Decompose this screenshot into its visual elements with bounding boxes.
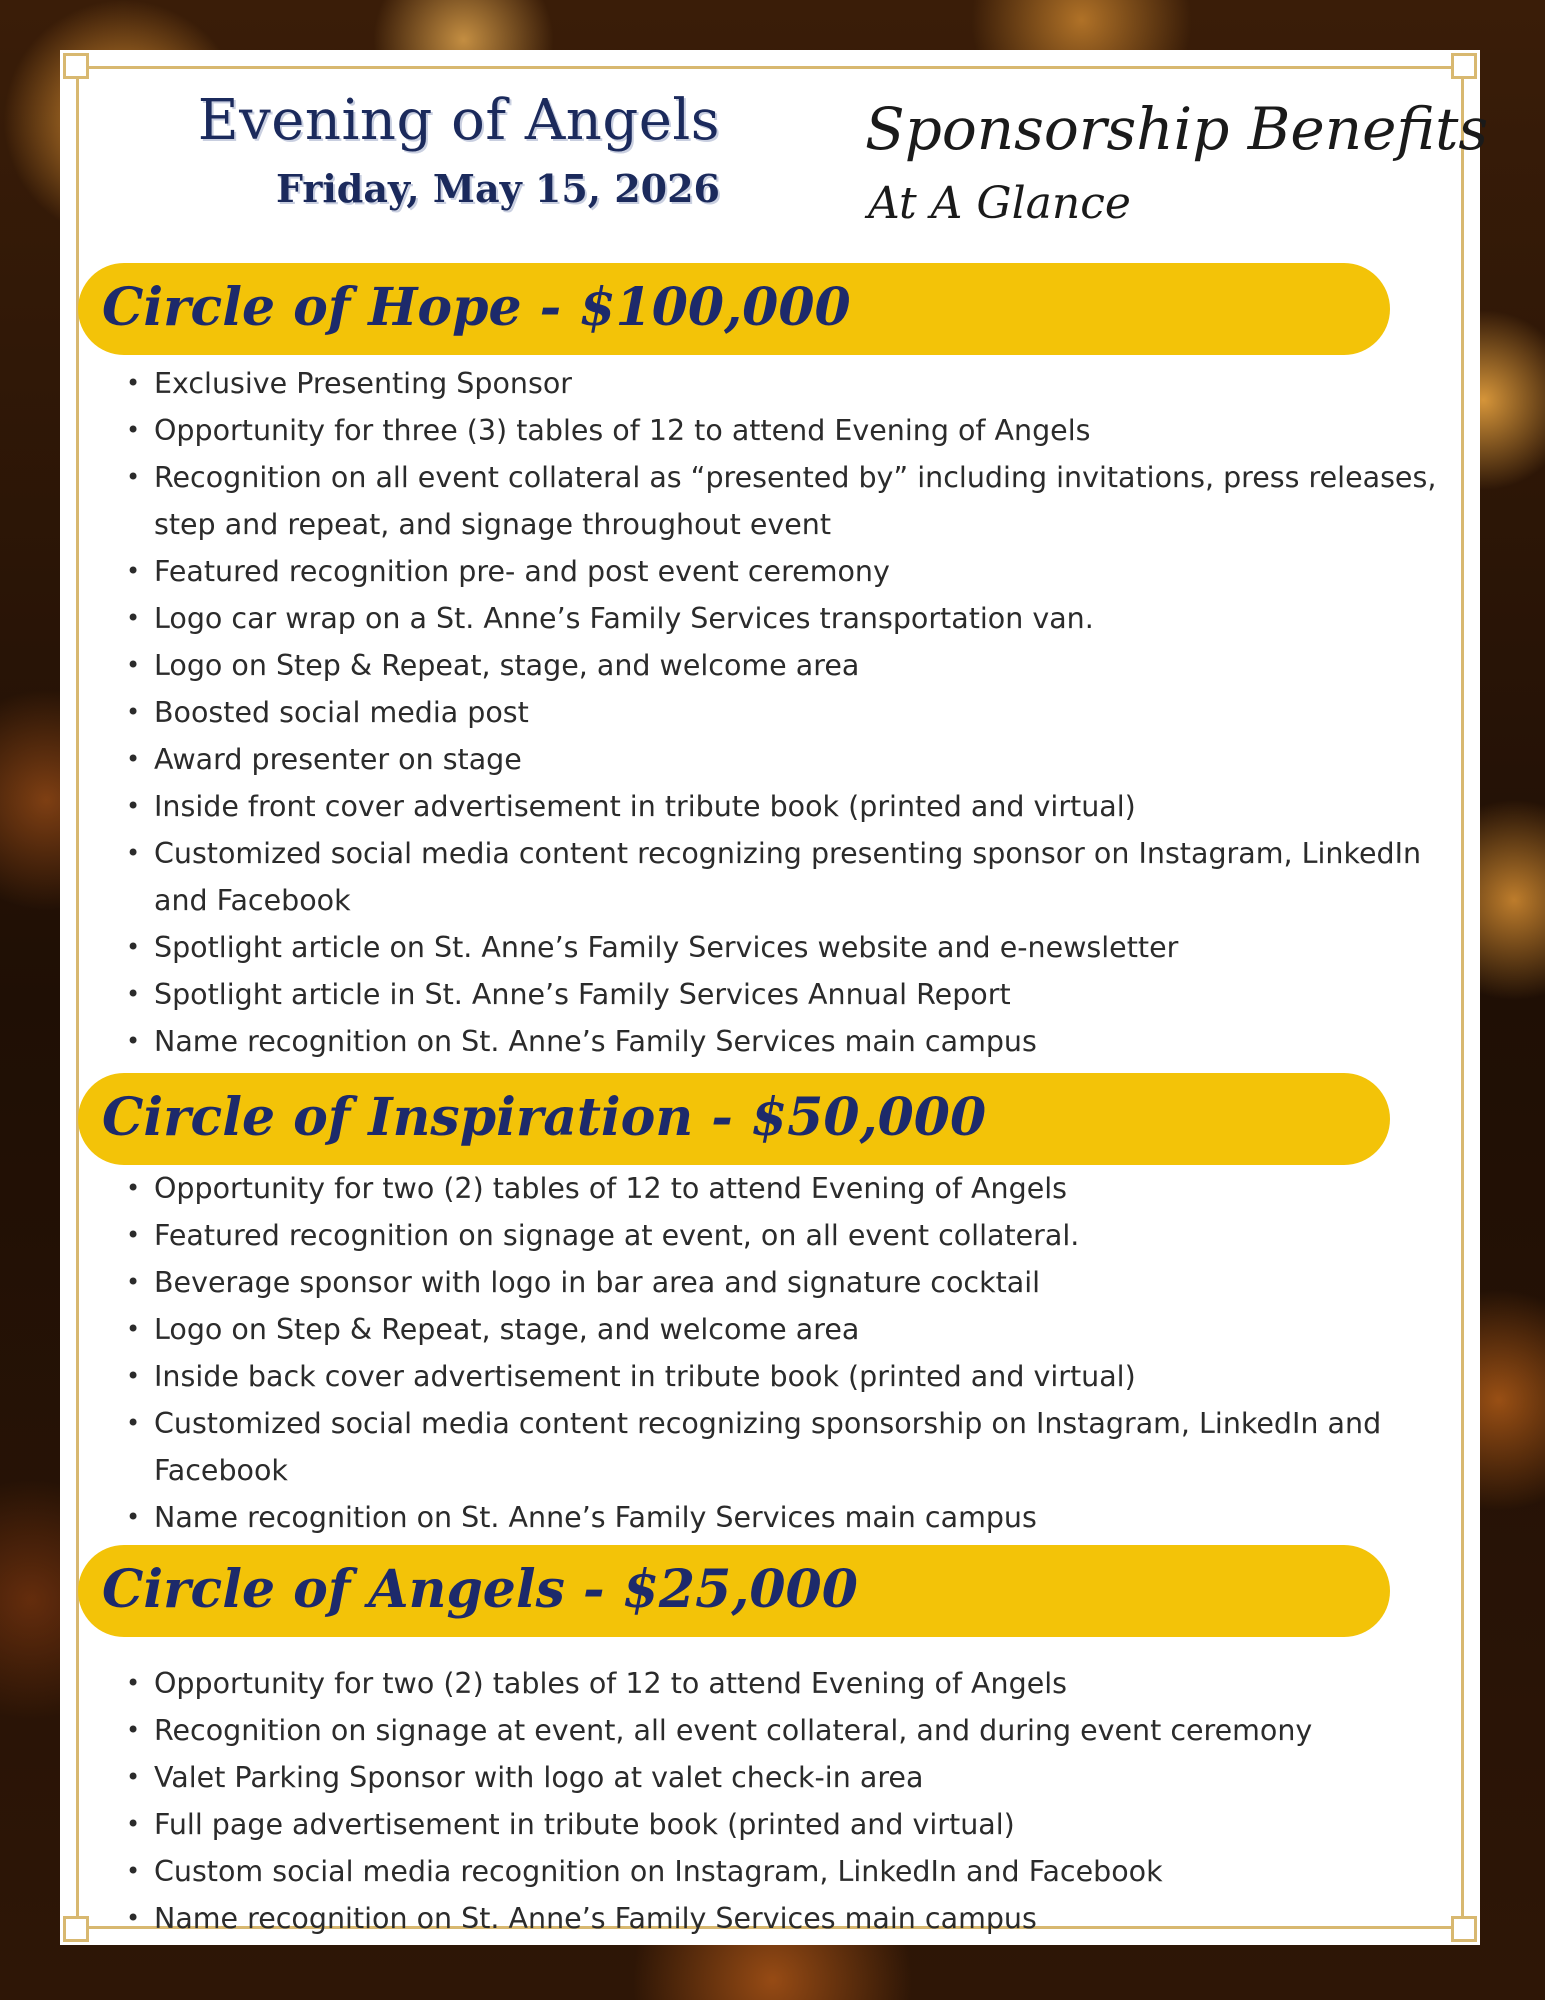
benefit-item: • Name recognition on St. Anne’s Family Services main campus	[126, 1895, 1456, 1942]
tier-benefits-list	[126, 360, 1456, 1065]
benefit-item: • Exclusive Presenting Sponsor	[126, 360, 1456, 407]
tier-heading-band	[78, 1073, 1390, 1165]
benefit-item: • Opportunity for three (3) tables of 12 to attend Evening of Angels	[126, 407, 1456, 454]
benefit-item: • Customized social media content recognizing sponsorship on Instagram, LinkedIn and Facebook	[126, 1400, 1456, 1494]
event-title: Evening of Angels	[197, 88, 720, 153]
benefit-item: • Name recognition on St. Anne’s Family Services main campus	[126, 1494, 1456, 1541]
benefit-item: • Recognition on all event collateral as “presented by” including invitations, press releases, step and repeat, and signage throughout event	[126, 454, 1456, 548]
event-date: Friday, May 15, 2026	[276, 166, 720, 211]
benefits-subtitle: At A Glance	[868, 178, 1131, 229]
tier-benefits-list	[126, 1165, 1456, 1541]
benefit-item: • Beverage sponsor with logo in bar area and signature cocktail	[126, 1259, 1456, 1306]
benefit-item: • Featured recognition pre- and post event ceremony	[126, 548, 1456, 595]
tier-heading-band	[78, 1545, 1390, 1637]
tier-heading: Circle of Angels - $25,000	[102, 1559, 858, 1620]
benefit-item: • Featured recognition on signage at event, on all event collateral.	[126, 1212, 1456, 1259]
frame-corner-ornament	[1451, 53, 1477, 79]
tier-benefits-list	[126, 1660, 1456, 1942]
benefit-item: • Opportunity for two (2) tables of 12 to attend Evening of Angels	[126, 1165, 1456, 1212]
benefit-item: • Boosted social media post	[126, 689, 1456, 736]
benefit-item: • Recognition on signage at event, all event collateral, and during event ceremony	[126, 1707, 1456, 1754]
benefit-item: • Valet Parking Sponsor with logo at valet check-in area	[126, 1754, 1456, 1801]
tier-heading: Circle of Inspiration - $50,000	[102, 1087, 987, 1148]
benefit-item: • Spotlight article on St. Anne’s Family Services website and e-newsletter	[126, 924, 1456, 971]
benefit-item: • Opportunity for two (2) tables of 12 to attend Evening of Angels	[126, 1660, 1456, 1707]
frame-corner-ornament	[63, 1916, 89, 1942]
benefit-item: • Customized social media content recognizing presenting sponsor on Instagram, LinkedIn and Facebook	[126, 830, 1456, 924]
benefit-item: • Logo on Step & Repeat, stage, and welcome area	[126, 642, 1456, 689]
benefit-item: • Logo car wrap on a St. Anne’s Family Services transportation van.	[126, 595, 1456, 642]
benefit-item: • Inside back cover advertisement in tribute book (printed and virtual)	[126, 1353, 1456, 1400]
frame-corner-ornament	[63, 53, 89, 79]
benefit-item: • Spotlight article in St. Anne’s Family Services Annual Report	[126, 971, 1456, 1018]
benefit-item: • Full page advertisement in tribute book (printed and virtual)	[126, 1801, 1456, 1848]
tier-heading: Circle of Hope - $100,000	[102, 277, 851, 338]
benefit-item: • Name recognition on St. Anne’s Family Services main campus	[126, 1018, 1456, 1065]
benefits-title: Sponsorship Benefits	[865, 95, 1489, 163]
tier-heading-band	[78, 263, 1390, 355]
benefit-item: • Logo on Step & Repeat, stage, and welcome area	[126, 1306, 1456, 1353]
benefit-item: • Award presenter on stage	[126, 736, 1456, 783]
benefit-item: • Custom social media recognition on Instagram, LinkedIn and Facebook	[126, 1848, 1456, 1895]
benefit-item: • Inside front cover advertisement in tribute book (printed and virtual)	[126, 783, 1456, 830]
